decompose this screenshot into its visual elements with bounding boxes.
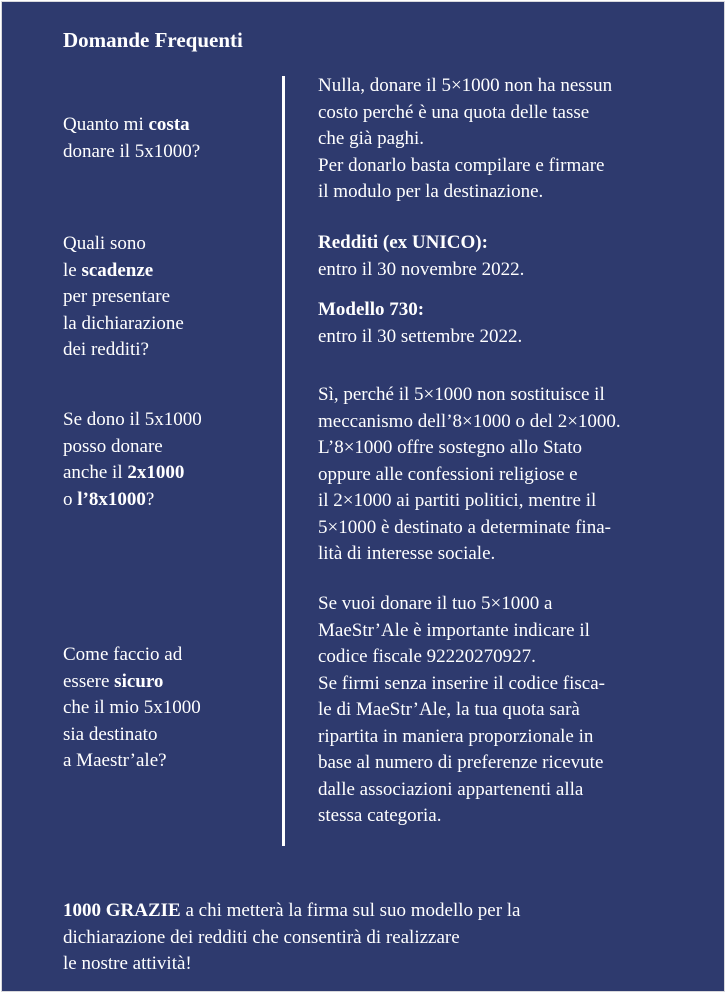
question-line: o l’8x1000? [63,488,155,510]
faq-question-deadlines [63,231,273,364]
deadline-heading: Modello 730: [318,299,425,320]
question-line: Se dono il 5x1000 [63,409,202,430]
footer-line: 1000 GRAZIE a chi metterà la firma sul suo modello per la [63,900,521,921]
answer-line: oppure alle confessioni religiose e [318,463,578,485]
question-line: anche il 2x1000 [63,462,185,483]
answer-line: MaeStr’Ale è importante indicare il [318,619,590,641]
faq-answer-deadlines-730 [318,297,698,350]
answer-line: meccanismo dell’8×1000 o del 2×1000. [318,410,621,432]
footer-line: dichiarazione dei redditi che consentirà di realizzare [63,926,460,948]
answer-line: Se firmi senza inserire il codice fisca- [318,672,605,694]
faq-answer-other-quotas [318,382,698,568]
faq-question-destination [63,642,273,775]
page-title: Domande Frequenti [63,28,243,52]
faq-answer-cost [318,73,698,206]
answer-line: Per donarlo basta compilare e firmare [318,154,605,176]
answer-line: il modulo per la destinazione. [318,181,544,202]
faq-question-cost [63,112,273,165]
answer-line: L’8×1000 offre sostegno allo Stato [318,437,583,458]
answer-line: il 2×1000 ai partiti politici, mentre il [318,490,597,511]
answer-line: ripartita in maniera proporzionale in [318,725,594,747]
answer-line: 5×1000 è destinato a determinate fina- [318,516,611,538]
answer-line: Nulla, donare il 5×1000 non ha nessun [318,75,613,96]
column-divider [282,76,285,846]
question-line: posso donare [63,435,163,457]
answer-line: lità di interesse sociale. [318,543,496,564]
question-line: per presentare [63,286,171,307]
question-line: essere sicuro [63,670,164,692]
answer-line: stessa categoria. [318,805,442,826]
question-line: dei redditi? [63,339,149,360]
question-line: la dichiarazione [63,312,184,334]
question-line: Quali sono [63,233,146,254]
faq-answer-destination [318,591,698,830]
faq-answer-deadlines [318,230,698,283]
answer-line: le di MaeStr’Ale, la tua quota sarà [318,699,580,720]
question-line: Come faccio ad [63,644,183,665]
question-line: che il mio 5x1000 [63,697,201,718]
question-line: sia destinato [63,723,158,745]
deadline-text: entro il 30 settembre 2022. [318,325,523,347]
answer-line: dalle associazioni appartenenti alla [318,778,584,800]
answer-line: che già paghi. [318,128,425,149]
deadline-heading: Redditi (ex UNICO): [318,232,488,253]
answer-line: codice fiscale 92220270927. [318,646,536,667]
deadline-text: entro il 30 novembre 2022. [318,258,525,280]
faq-question-other-quotas [63,407,273,513]
answer-line: costo perché è una quota delle tasse [318,101,590,123]
question-line: a Maestr’ale? [63,750,167,771]
question-line: donare il 5x1000? [63,140,201,162]
question-line: le scadenze [63,259,154,281]
answer-line: Se vuoi donare il tuo 5×1000 a [318,593,553,614]
answer-line: base al numero di preferenze ricevute [318,752,604,773]
footer-line: le nostre attività! [63,953,192,974]
thank-you-note [63,898,703,978]
faq-page [1,1,725,992]
answer-line: Sì, perché il 5×1000 non sostituisce il [318,384,605,405]
question-line: Quanto mi costa [63,114,190,135]
